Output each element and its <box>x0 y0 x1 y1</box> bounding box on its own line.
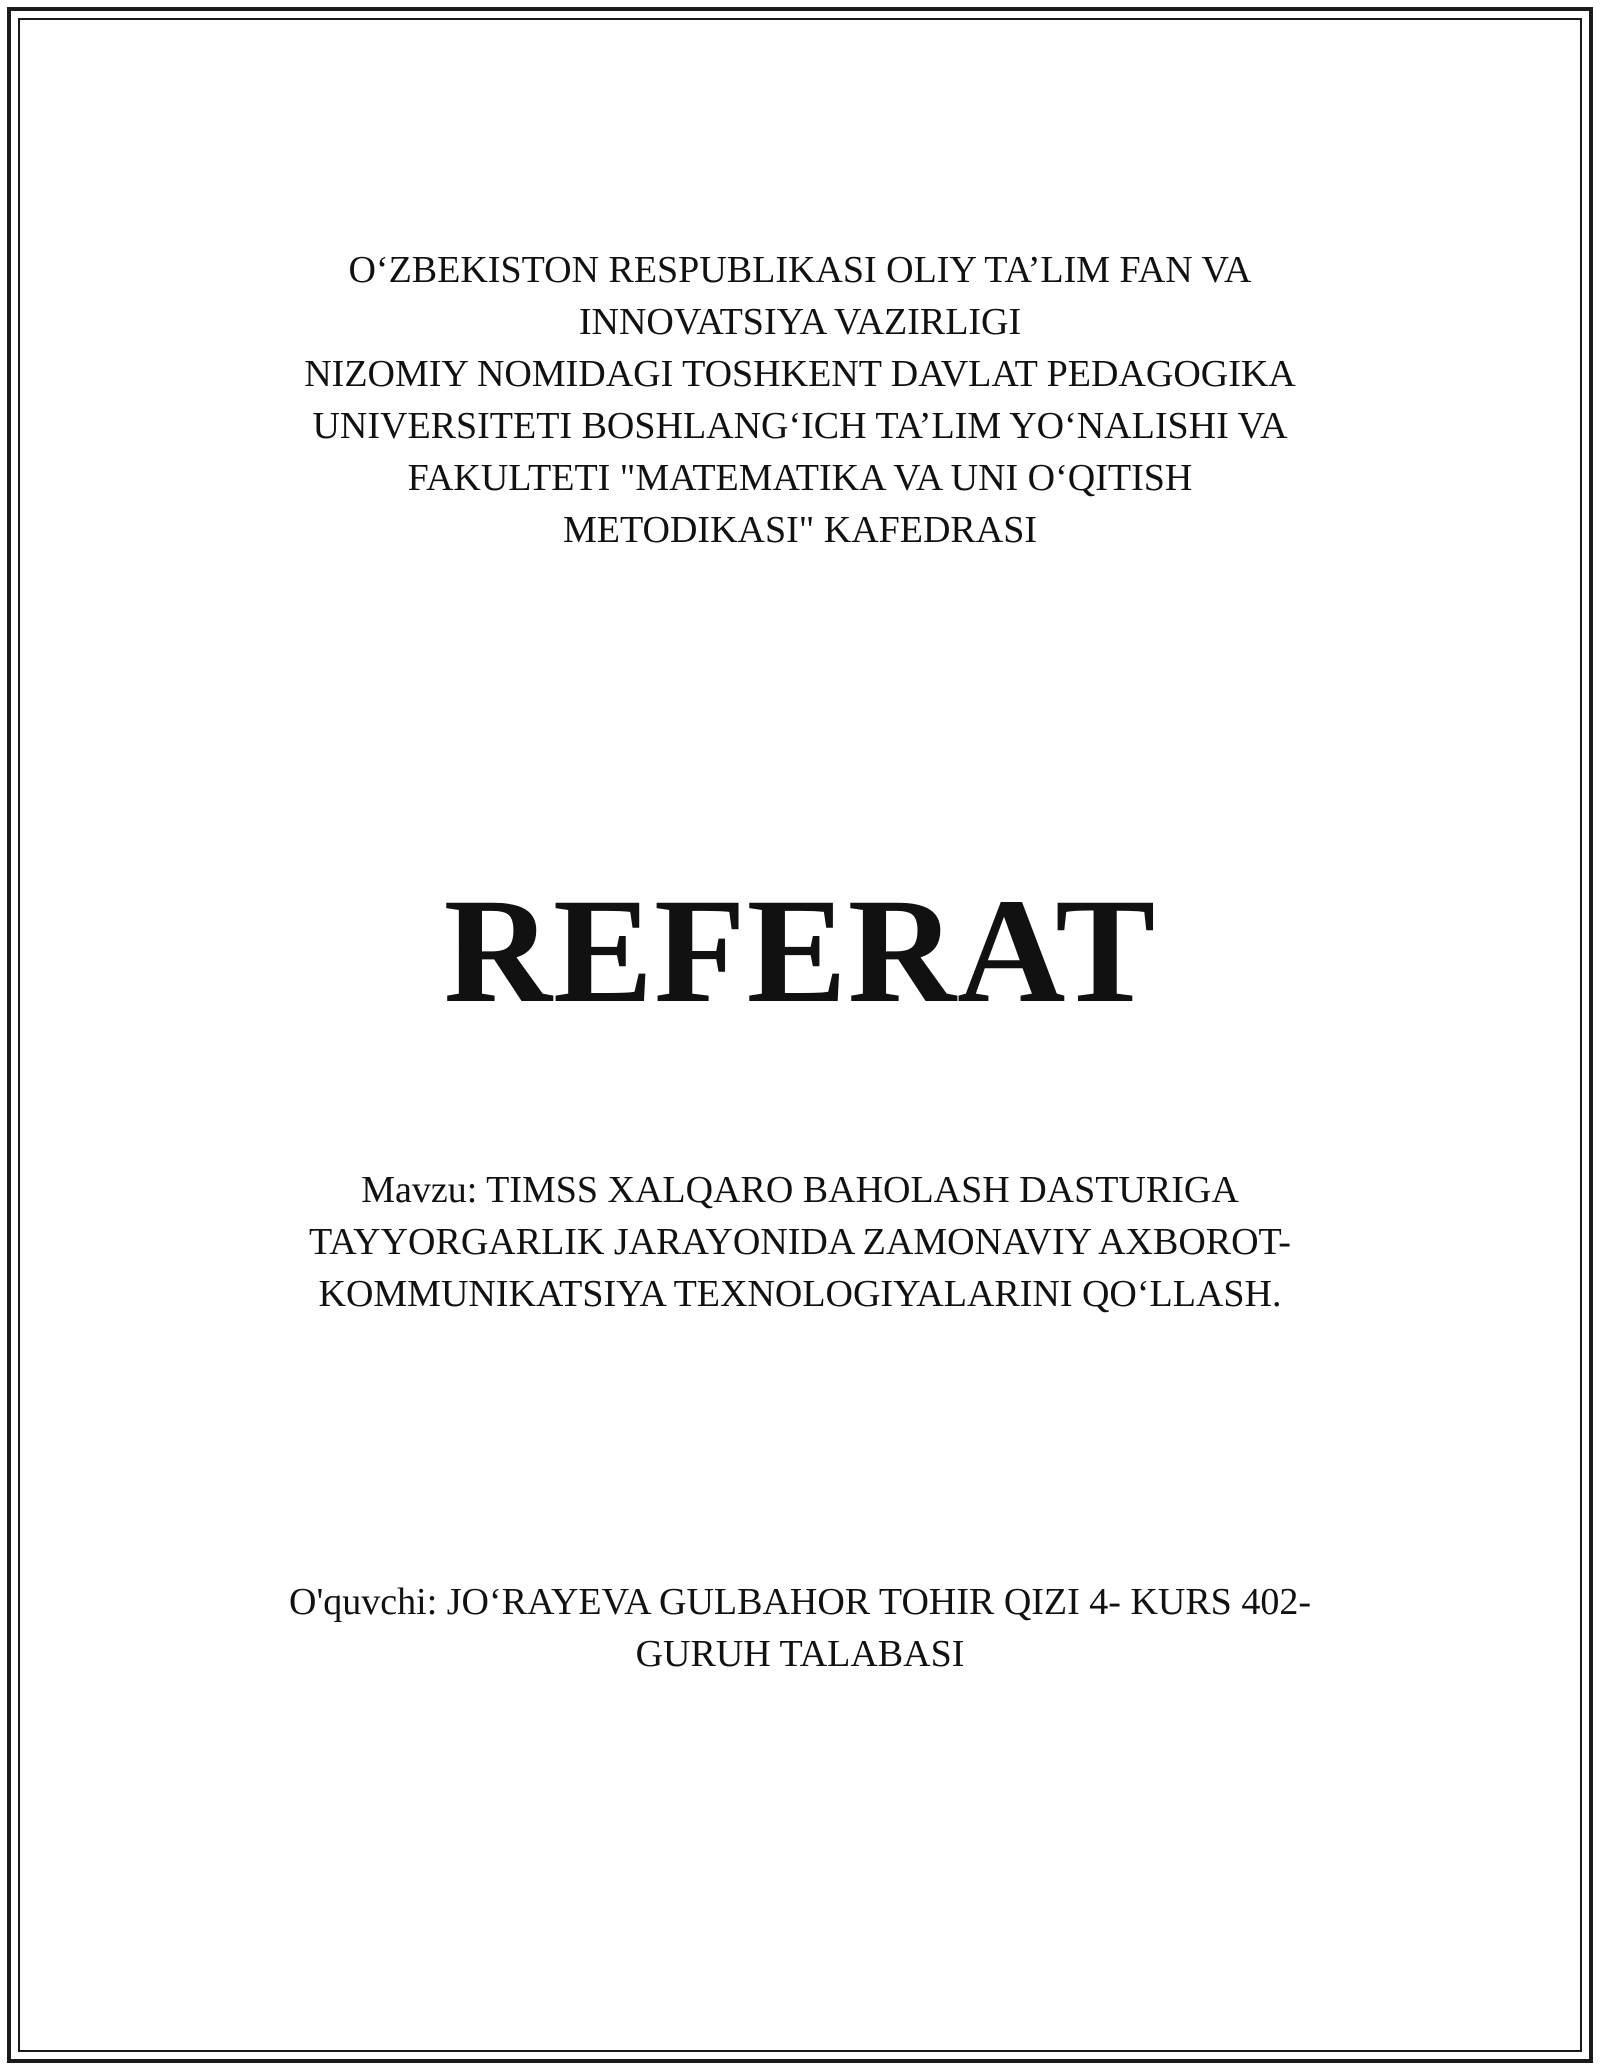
topic-line: Mavzu: TIMSS XALQARO BAHOLASH DASTURIGA <box>361 1169 1239 1211</box>
institution-header <box>0 244 1600 556</box>
header-line: INNOVATSIYA VAZIRLIGI <box>578 301 1022 343</box>
header-line: NIZOMIY NOMIDAGI TOSHKENT DAVLAT PEDAGOGIKA <box>304 353 1296 395</box>
student-block <box>0 1576 1600 1680</box>
topic-line: TAYYORGARLIK JARAYONIDA ZAMONAVIY AXBOROT- <box>309 1221 1291 1263</box>
header-line: O‘ZBEKISTON RESPUBLIKASI OLIY TA’LIM FAN VA <box>348 249 1252 291</box>
topic-block <box>0 1164 1600 1320</box>
student-line: GURUH TALABASI <box>635 1633 965 1675</box>
document-title: REFERAT <box>443 868 1157 1034</box>
student-line: O'quvchi: JO‘RAYEVA GULBAHOR TOHIR QIZI 4- KURS 402- <box>289 1581 1311 1623</box>
topic-line: KOMMUNIKATSIYA TEXNOLOGIYALARINI QO‘LLASH. <box>318 1273 1282 1315</box>
header-line: FAKULTETI "MATEMATIKA VA UNI O‘QITISH <box>407 457 1193 499</box>
header-line: UNIVERSITETI BOSHLANG‘ICH TA’LIM YO‘NALISHI VA <box>312 405 1288 447</box>
header-line: METODIKASI" KAFEDRASI <box>563 509 1037 551</box>
